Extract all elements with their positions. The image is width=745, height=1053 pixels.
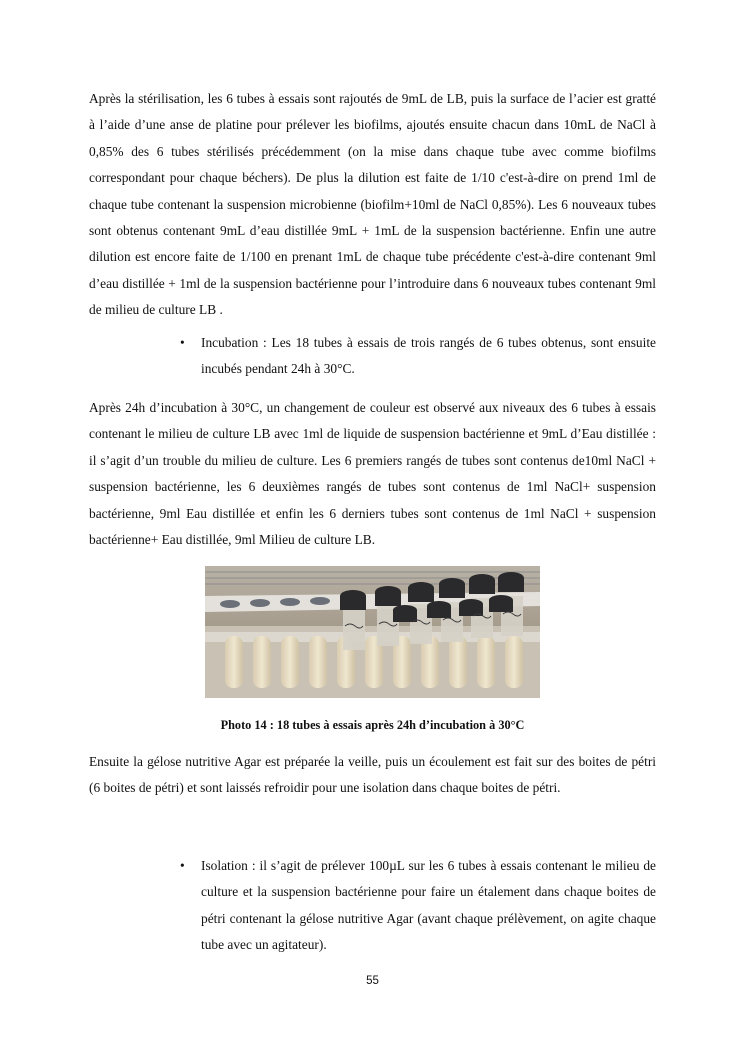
bullet-incubation-text: Incubation : Les 18 tubes à essais de trois rangés de 6 tubes obtenus, sont ensuite incubés pendant 24h à 30°C.: [201, 335, 656, 377]
paragraph-observation: Après 24h d’incubation à 30°C, un changement de couleur est observé aux niveaux des 6 tubes à essais contenant le milieu de culture LB avec 1ml de liquide de suspension bactérienne et 9mL d’Eau distillée : il s’agit d’un trouble du milieu de culture. Les 6 premiers rangés de tubes sont contenus de10ml NaCl + suspension bactérienne, les 6 deuxièmes rangés de tubes sont contenus de 1ml NaCl+ suspension bactérienne, 9ml Eau distillée et enfin les 6 derniers tubes sont contenus de 1ml NaCl + suspension bactérienne+ Eau distillée, 9ml Milieu de culture LB.: [89, 400, 656, 548]
photo-test-tubes: [205, 566, 540, 698]
page-number: 55: [366, 975, 379, 987]
paragraph-sterilisation: Après la stérilisation, les 6 tubes à essais sont rajoutés de 9mL de LB, puis la surface de l’acier est gratté à l’aide d’une anse de platine pour prélever les biofilms, ajoutés ensuite chacun dans 10mL de NaCl à 0,85% des 6 tubes stérilisés précédemment (on la mise dans chaque tube avec comme biofilms correspondant pour chaque béchers). De plus la dilution est faite de 1/10 c'est-à-dire on prend 1ml de chaque tube contenant la suspension microbienne (biofilm+10ml de NaCl 0,85%). Les 6 nouveaux tubes sont obtenus contenant 9mL d’eau distillée 9mL + 1mL de la suspension bactérienne. Enfin une autre dilution est encore faite de 1/100 en prenant 1mL de chaque tube précédente c'est-à-dire contenant 9ml d’eau distillée + 1ml de la suspension bactérienne pour l’introduire dans 6 nouveaux tubes contenant 9ml de milieu de culture LB .: [89, 91, 656, 318]
bullet-isolation-text: Isolation : il s’agit de prélever 100µL sur les 6 tubes à essais contenant le milieu de culture et la suspension bactérienne pour faire un étalement dans chaque boites de pétri contenant la gélose nutritive Agar (avant chaque prélèvement, on agite chaque tube avec un agitateur).: [201, 858, 656, 953]
bullet-incubation: [180, 330, 656, 383]
bullet-isolation: [180, 853, 656, 959]
bullet-dot-icon: •: [180, 335, 185, 350]
bullet-dot-icon: •: [180, 858, 185, 873]
paragraph-agar: Ensuite la gélose nutritive Agar est préparée la veille, puis un écoulement est fait sur des boites de pétri (6 boites de pétri) et sont laissés refroidir pour une isolation dans chaque boites de pétri.: [89, 754, 656, 796]
figure-caption: Photo 14 : 18 tubes à essais après 24h d’incubation à 30°C: [220, 718, 525, 732]
